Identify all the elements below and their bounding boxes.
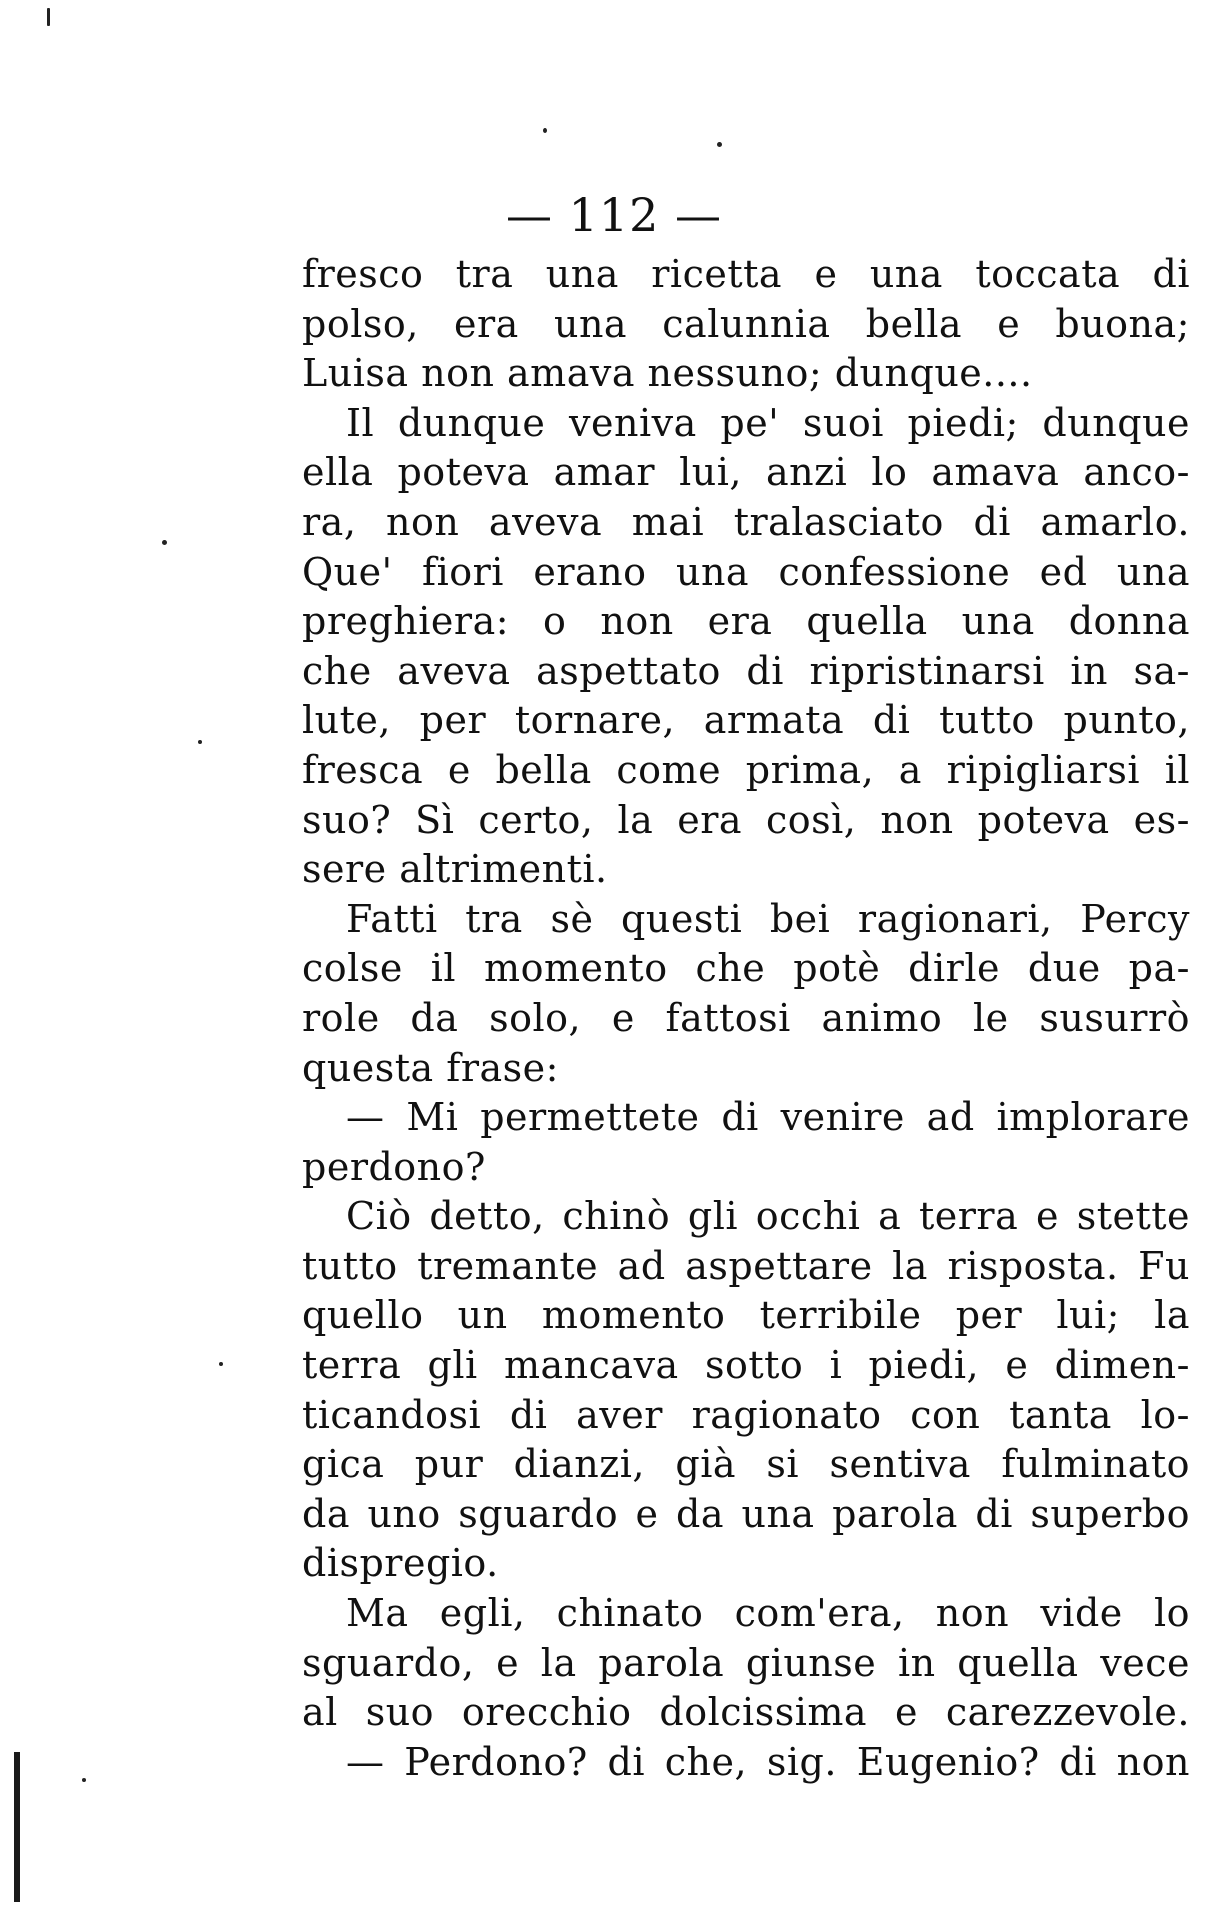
text-line: Que' fiori erano una confessione ed una [302,549,1190,594]
body-text [302,250,1190,1787]
text-line: — Mi permettete di venire ad implorare [346,1095,1190,1140]
text-line: lute, per tornare, armata di tutto punto, [302,698,1190,743]
text-line: quello un momento terribile per lui; la [302,1293,1190,1338]
text-line: al suo orecchio dolcissima e carezzevole. [302,1690,1190,1735]
text-line: ticandosi di aver ragionato con tanta lo- [302,1392,1190,1437]
text-line: Ciò detto, chinò gli occhi a terra e stette [346,1194,1190,1239]
scan-speck [219,1362,223,1366]
text-line: colse il momento che potè dirle due pa- [302,946,1190,991]
text-line: Il dunque veniva pe' suoi piedi; dunque [346,400,1190,445]
text-line: Luisa non amava nessuno; dunque.... [302,351,1033,396]
text-line: fresca e bella come prima, a ripigliarsi il [302,747,1190,792]
text-line: che aveva aspettato di ripristinarsi in sa- [302,648,1190,693]
scan-edge-mark [14,1752,20,1902]
text-line: dispregio. [302,1541,499,1586]
scan-speck [543,128,547,133]
page-number: — 112 — [505,188,723,242]
text-line: terra gli mancava sotto i piedi, e dimen- [302,1343,1190,1388]
text-line: — Perdono? di che, sig. Eugenio? di non [346,1739,1190,1784]
scan-speck [198,740,202,744]
text-line: sguardo, e la parola giunse in quella vece [302,1640,1190,1685]
text-line: fresco tra una ricetta e una toccata di [302,252,1190,296]
scan-speck [162,540,167,545]
text-line: polso, era una calunnia bella e buona; [302,301,1190,346]
text-line: role da solo, e fattosi animo le susurrò [302,995,1190,1040]
text-line: da uno sguardo e da una parola di superbo [302,1491,1190,1536]
scan-speck [47,8,50,26]
text-line: questa frase: [302,1045,559,1090]
text-line: tutto tremante ad aspettare la risposta. Fu [302,1243,1190,1288]
text-line: gica pur dianzi, già si sentiva fulminato [302,1442,1190,1487]
scan-speck [717,142,722,147]
text-line: perdono? [302,1144,486,1189]
text-line: Ma egli, chinato com'era, non vide lo [346,1591,1190,1636]
text-line: ra, non aveva mai tralasciato di amarlo. [302,499,1190,544]
text-line: sere altrimenti. [302,847,608,892]
text-line: suo? Sì certo, la era così, non poteva es- [302,797,1190,842]
text-line: Fatti tra sè questi bei ragionari, Percy [346,896,1190,941]
text-line: ella poteva amar lui, anzi lo amava anco- [302,450,1190,495]
scan-speck [82,1778,86,1782]
text-line: preghiera: o non era quella una donna [302,599,1190,644]
